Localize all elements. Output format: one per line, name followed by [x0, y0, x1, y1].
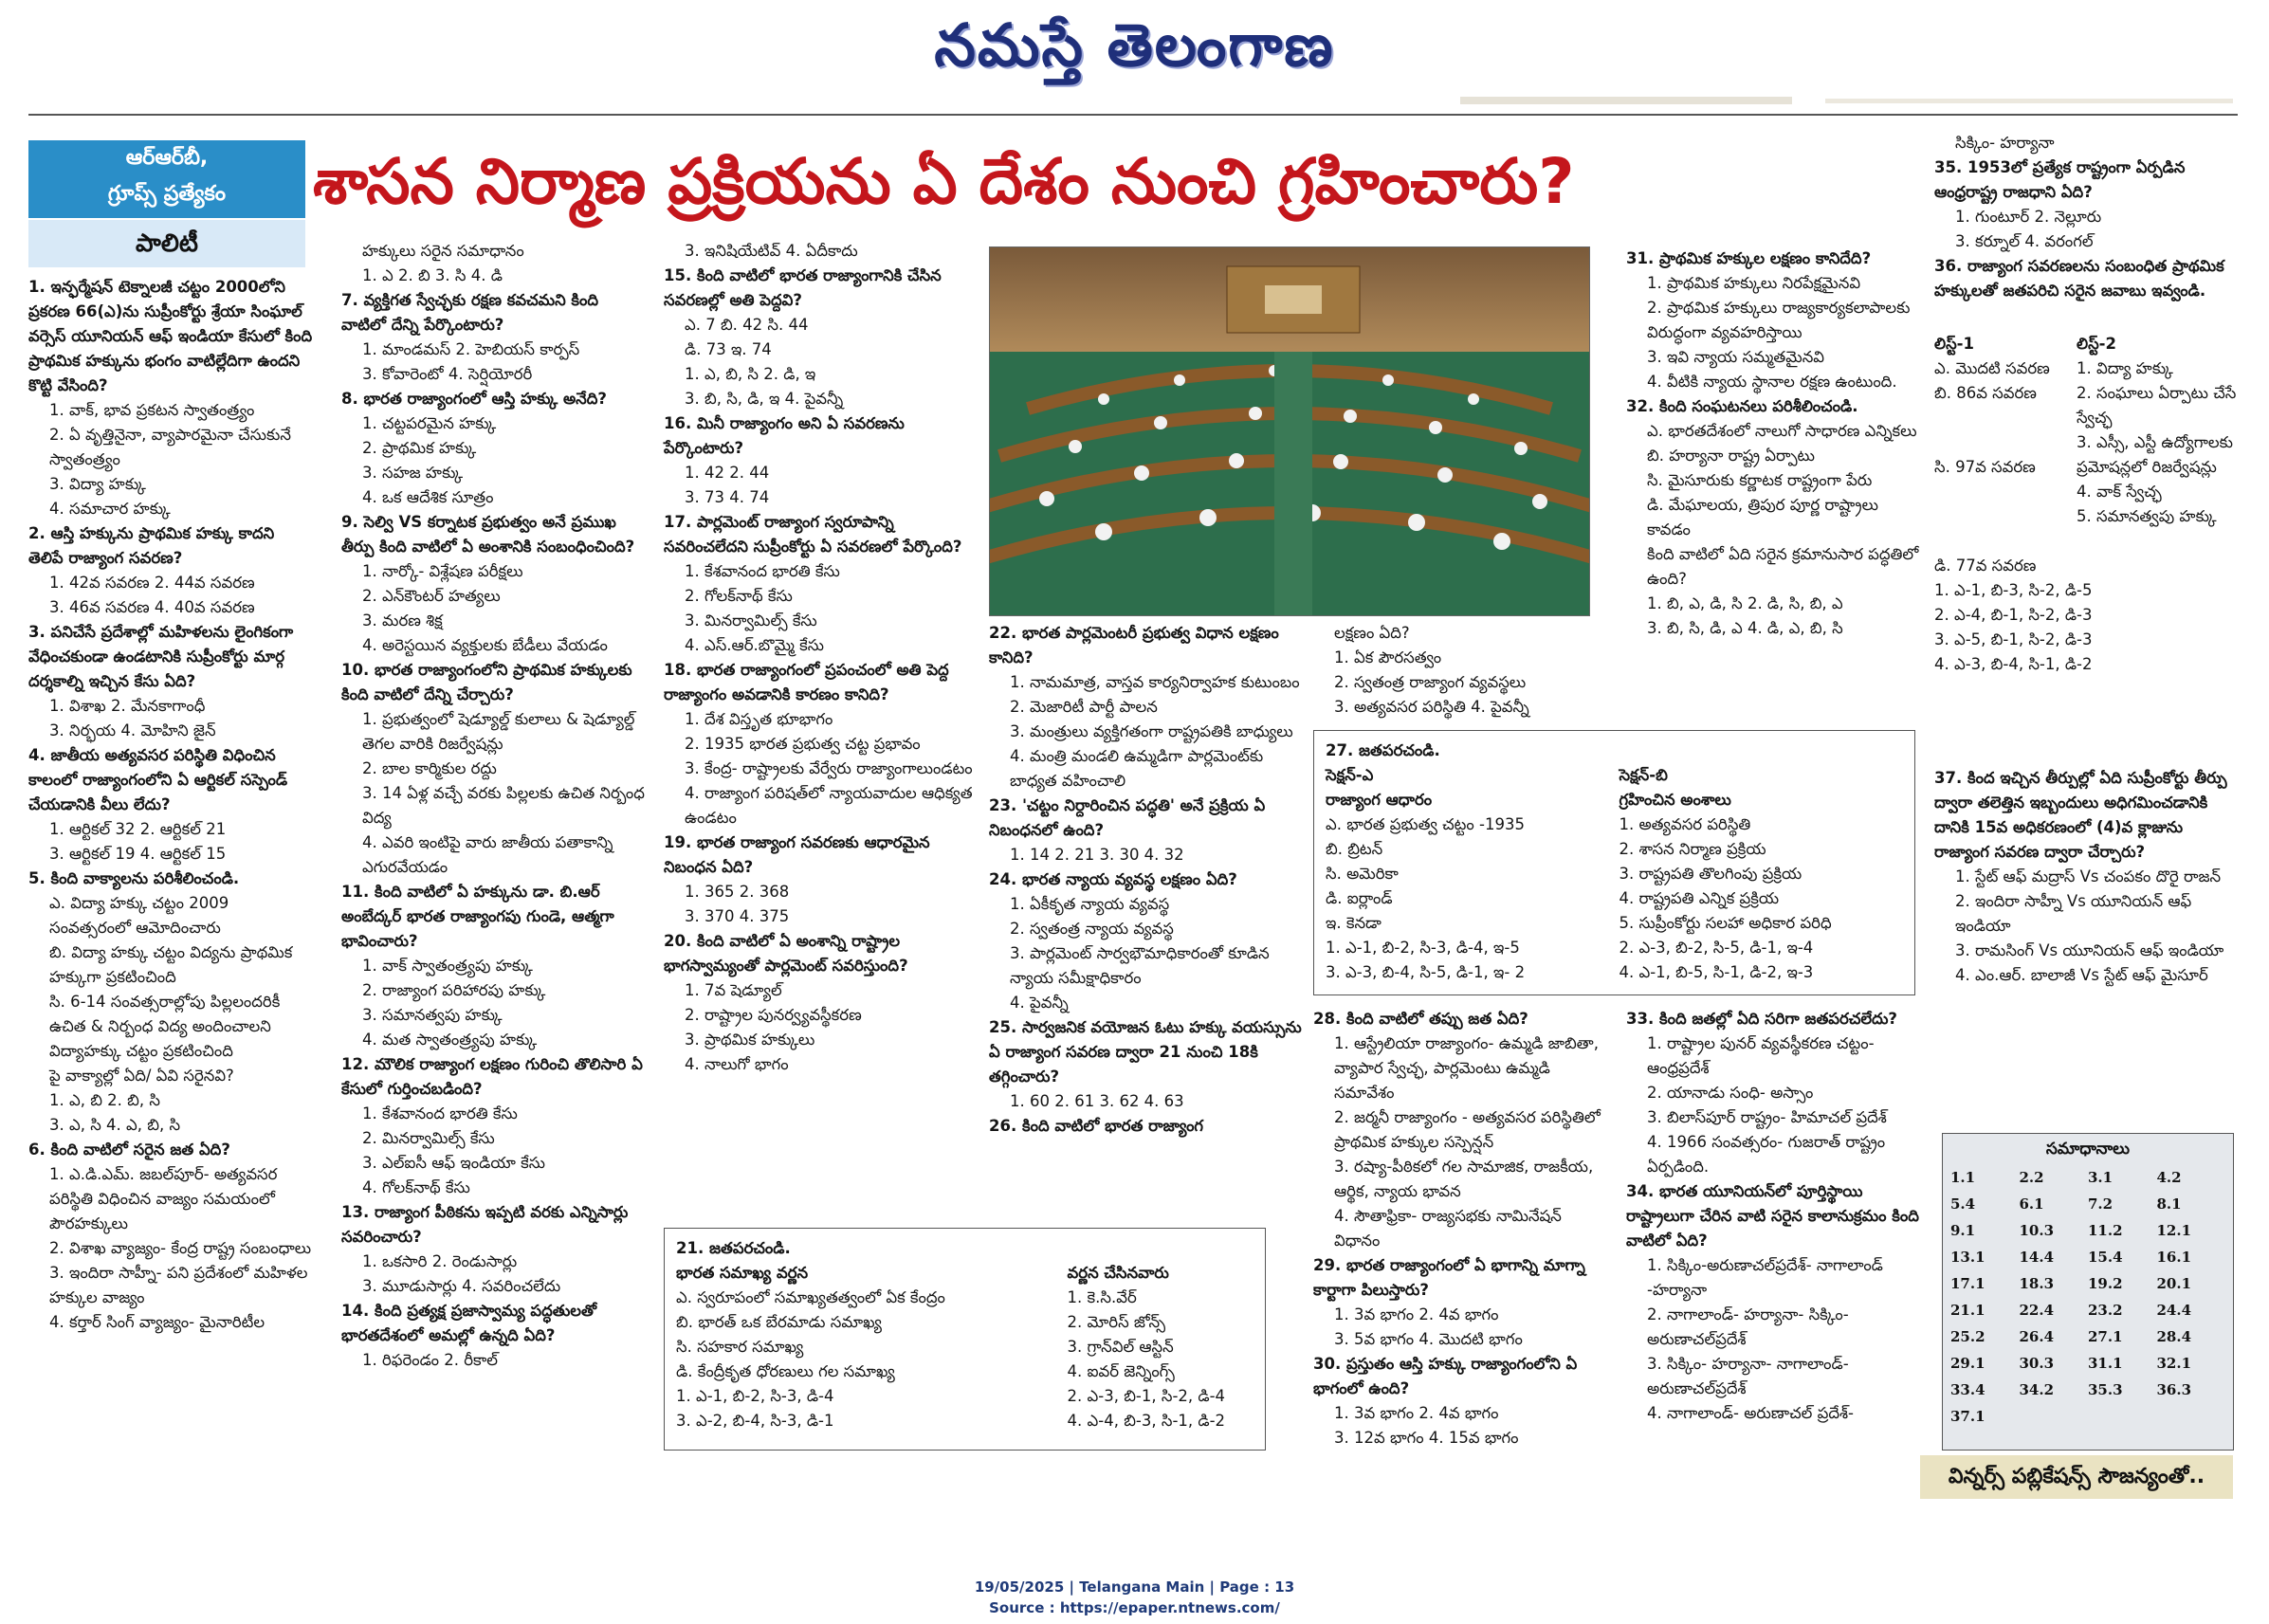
q27-left-subheader: రాజ్యాంగ ఆధారం	[1326, 791, 1433, 809]
answer-option: 1. దేశ విస్తృత భూభాగం	[685, 710, 833, 728]
answer-option: పై వాక్యాల్లో ఏది/ ఏవి సరైనవి?	[49, 1067, 234, 1085]
section-label-line2: గ్రూప్స్ ప్రత్యేకం	[107, 182, 227, 206]
answer-option: 3. 370 4. 375	[685, 907, 790, 925]
answer-option: 3. 14 ఏళ్ల వచ్చే వరకు పిల్లలకు ఉచిత నిర్బంధ విద్య	[362, 784, 645, 827]
q21-left-item: డి. కేంద్రీకృత ధోరణులు గల సమాఖ్య	[676, 1362, 895, 1380]
answer-option: 1. ప్రభుత్వంలో షెడ్యూల్డ్ కులాలు & షెడ్యూల్డ్ తెగల వారికి రిజర్వేషన్లు	[362, 710, 635, 753]
column-6-bottom	[1626, 1007, 1920, 1426]
answer-option: 4. సౌతాఫ్రికా- రాజ్యసభకు నామినేషన్ విధానం	[1334, 1207, 1562, 1250]
question-text: 4. జాతీయ అత్యవసర పరిస్థితి విధించిన కాలంలో రాజ్యాంగంలోని ఏ ఆర్టికల్ సస్పెండ్ చేయడానికి వీలు లేదు?	[28, 746, 288, 813]
answer-option: ఎ. భారతదేశంలో నాలుగో సాధారణ ఎన్నికలు	[1647, 422, 1917, 440]
answer-option: 1. మాండమస్ 2. హెబియస్ కార్పస్	[362, 340, 580, 358]
q27-left-item: డి. ఐర్లాండ్	[1326, 889, 1393, 907]
question-text: 18. భారత రాజ్యాంగంలో ప్రపంచంలో అతి పెద్ద రాజ్యాంగం అవడానికి కారణం కానిది?	[664, 661, 949, 703]
answer-option: 1. 3వ భాగం 2. 4వ భాగం	[1334, 1404, 1499, 1422]
answer-option: 1. ఆర్టికల్ 32 2. ఆర్టికల్ 21	[49, 820, 227, 838]
answer-option: 4. ఎం.ఆర్. బాలాజీ Vs స్టేట్ ఆఫ్ మైసూర్	[1955, 966, 2208, 984]
answer-option: 2. జర్మనీ రాజ్యాంగం - అత్యవసర పరిస్థితిలో ప్రాథమిక హక్కుల సస్పెన్షన్	[1334, 1108, 1601, 1151]
answer-option: 1. స్టేట్ ఆఫ్ మద్రాస్ Vs చంపకం దొరై రాజన్	[1955, 867, 2222, 885]
q27-right-item: 2. శాసన నిర్మాణ ప్రక్రియ	[1619, 840, 1766, 858]
answer-option: 2. రాజ్యాంగ పరిహారపు హక్కు	[362, 981, 546, 999]
answer-key-item: 9.1	[1950, 1222, 1976, 1239]
answer-key-item: 11.2	[2088, 1222, 2123, 1239]
q21-right-item: 3. గ్రాన్‌విల్ ఆస్టిన్	[1067, 1338, 1174, 1356]
answer-option: 1. ఏక పౌరసత్వం	[1334, 648, 1442, 666]
header-accent-rule	[1825, 99, 2233, 103]
answer-option: 1. కేశవానంద భారతి కేసు	[685, 562, 840, 580]
q21-left-header: భారత సమాఖ్య వర్ణన	[676, 1264, 809, 1282]
question-text: 11. కింది వాటిలో ఏ హక్కును డా. బి.ఆర్ అంబేద్కర్ భారత రాజ్యాంగపు గుండె, ఆత్మగా భావించారు?	[341, 883, 614, 950]
answer-option: 3. సిక్కిం- హర్యానా- నాగాలాండ్-అరుణాచల్‌ప్రదేశ్	[1647, 1355, 1849, 1397]
q27-left-item: సి. అమెరికా	[1326, 865, 1399, 883]
answer-option: 4. కర్తార్ సింగ్ వ్యాజ్యం- మైనారిటీల	[49, 1313, 265, 1331]
answer-option: 3. ఇనిషియేటివ్ 4. ఏదీకాదు	[685, 242, 858, 260]
q27-right-item: 3. రాష్ట్రపతి తొలగింపు ప్రక్రియ	[1619, 865, 1802, 883]
answer-option: 1. ఎ, బి, సి 2. డి, ఇ	[685, 365, 816, 383]
answer-key-item: 19.2	[2088, 1275, 2123, 1292]
answer-option: 4. నాగాలాండ్- అరుణాచల్ ప్రదేశ్-	[1647, 1404, 1855, 1422]
answer-key-item: 36.3	[2156, 1381, 2192, 1398]
answer-option: 2. యానాడు సంధి- అస్సాం	[1647, 1084, 1814, 1102]
footer-source: Source : https://epaper.ntnews.com/	[989, 1599, 1280, 1616]
answer-option: 1. చట్టపరమైన హక్కు	[362, 414, 497, 432]
q21-option: 1. ఎ-1, బి-2, సి-3, డి-4	[676, 1387, 834, 1405]
answer-option: 4. ఎస్.ఆర్.బొమ్మై కేసు	[685, 636, 824, 654]
answer-option: 1. 42వ సవరణ 2. 44వ సవరణ	[49, 574, 255, 592]
q36-lists	[1934, 332, 2238, 677]
q36-list1-item: సి. 97వ సవరణ	[1934, 458, 2036, 476]
column-7-top	[1934, 131, 2238, 303]
q21-option: 2. ఎ-3, బి-1, సి-2, డి-4	[1067, 1387, 1226, 1405]
answer-option: 3. ఇవి న్యాయ సమ్మతమైనవి	[1647, 348, 1825, 366]
question-text: 17. పార్లమెంట్ రాజ్యాంగ స్వరూపాన్ని సవరించలేదని సుప్రీంకోర్టు ఏ సవరణలో పేర్కొంది?	[664, 513, 962, 556]
answer-option: 2. నాగాలాండ్- హర్యానా- సిక్కిం- అరుణాచల్‌ప్రదేశ్	[1647, 1305, 1849, 1348]
answer-key-grid	[1943, 1164, 2233, 1430]
answer-key-item: 13.1	[1950, 1249, 1985, 1266]
question-text: 29. భారత రాజ్యాంగంలో ఏ భాగాన్ని మాగ్నా కార్టాగా పిలుస్తారు?	[1313, 1256, 1585, 1299]
q27-right-subheader: గ్రహించిన అంశాలు	[1619, 791, 1731, 809]
answer-option: 1. ఆస్ట్రేలియా రాజ్యాంగం- ఉమ్మడి జాబితా, వ్యాపార స్వేచ్ఛ, పార్లమెంటు ఉమ్మడి సమావేశం	[1334, 1034, 1599, 1102]
answer-option: 3. సమానత్వపు హక్కు	[362, 1006, 503, 1024]
answer-option: 1. 60 2. 61 3. 62 4. 63	[1010, 1092, 1184, 1110]
answer-option: 3. 46వ సవరణ 4. 40వ సవరణ	[49, 598, 255, 616]
question-text: 32. కింది సంఘటనలు పరిశీలించండి.	[1626, 397, 1858, 415]
answer-option: 4. రాజ్యాంగ పరిషత్‌లో న్యాయవాదుల ఆధిక్యత ఉండటం	[685, 784, 973, 827]
q21-match-box	[664, 1228, 1266, 1451]
answer-option: 1. రాష్ట్రాల పునర్ వ్యవస్థీకరణ చట్టం- ఆంధ్రప్రదేశ్	[1647, 1034, 1875, 1077]
answer-option: 1. ఏకీకృత న్యాయ వ్యవస్థ	[1010, 895, 1170, 913]
answer-option: 2. ఎన్‌కౌంటర్ హత్యలు	[362, 587, 501, 605]
q36-list1-item: డి. 77వ సవరణ	[1934, 557, 2037, 575]
question-text: 37. కింద ఇచ్చిన తీర్పుల్లో ఏది సుప్రీంకోర్టు తీర్పు ద్వారా తలెత్తిన ఇబ్బందులు అధిగమించడానికి దానికి 15వ అధికరణంలో (4)వ క్లాజును రాజ్యాంగ సవరణ ద్వారా చేర్చారు?	[1934, 769, 2227, 861]
q36-list2-item: 5. సమానత్వపు హక్కు	[2077, 507, 2217, 525]
q21-title: 21. జతపరచండి.	[676, 1239, 791, 1257]
answer-option: 1. కేశవానంద భారతి కేసు	[362, 1104, 518, 1122]
answer-option: 1. 365 2. 368	[685, 883, 790, 901]
answer-option: ఎ. విద్యా హక్కు చట్టం 2009 సంవత్సరంలో ఆమోదించారు	[49, 894, 229, 937]
answer-option: 1. 7వ షెడ్యూల్	[685, 981, 782, 999]
q36-list2-header: లిస్ట్-2	[2077, 335, 2117, 353]
column-3	[664, 239, 977, 1077]
q27-left-item: బి. బ్రిటన్	[1326, 840, 1383, 858]
answer-option: 1. 3వ భాగం 2. 4వ భాగం	[1334, 1305, 1499, 1323]
answer-option: 1. 14 2. 21 3. 30 4. 32	[1010, 846, 1184, 864]
answer-option: 4. అరెస్టయిన వ్యక్తులకు బేడీలు వేయడం	[362, 636, 608, 654]
answer-option: 2. స్వతంత్ర రాజ్యాంగ వ్యవస్థలు	[1334, 673, 1527, 691]
question-text: 25. సార్వజనిక వయోజన ఓటు హక్కు వయస్సును ఏ రాజ్యాంగ సవరణ ద్వారా 21 నుంచి 18కి తగ్గించారు?	[989, 1018, 1302, 1086]
answer-key-item: 20.1	[2156, 1275, 2192, 1292]
answer-option: 3. ఎ, సి 4. ఎ, బి, సి	[49, 1116, 181, 1134]
q27-left-item: ఇ. కెనడా	[1326, 914, 1382, 932]
q27-right-item: 5. సుప్రీంకోర్టు సలహా అధికార పరిధి	[1619, 914, 1832, 932]
q21-option: 3. ఎ-2, బి-4, సి-3, డి-1	[676, 1412, 834, 1430]
answer-key-item: 21.1	[1950, 1302, 1985, 1319]
q21-left-item: బి. భారత్ ఒక బేరమాడు సమాఖ్య	[676, 1313, 882, 1331]
q27-left-header: సెక్షన్-ఎ	[1326, 766, 1374, 784]
q36-list1-header: లిస్ట్-1	[1934, 335, 1975, 353]
question-text: 9. సెల్వి VS కర్నాటక ప్రభుత్వం అనే ప్రముఖ తీర్పు కింది వాటిలో ఏ అంశానికి సంబంధించింది?	[341, 513, 635, 556]
answer-key-item: 15.4	[2088, 1249, 2123, 1266]
answer-option: 3. నిర్భయ 4. మోహిని జైన్	[49, 721, 216, 739]
answer-key-item: 10.3	[2019, 1222, 2055, 1239]
answer-option: 4. మంత్రి మండలి ఉమ్మడిగా పార్లమెంట్‌కు బాధ్యత వహించాలి	[1010, 747, 1264, 790]
header-accent-rule	[1460, 97, 1792, 104]
column-1	[28, 275, 313, 1335]
question-text: 28. కింది వాటిలో తప్పు జత ఏది?	[1313, 1010, 1528, 1028]
question-text: 7. వ్యక్తిగత స్వేచ్ఛకు రక్షణ కవచమని కింది వాటిలో దేన్ని పేర్కొంటారు?	[341, 291, 599, 334]
answer-key-box	[1942, 1133, 2234, 1451]
answer-option: లక్షణం ఏది?	[1334, 624, 1410, 642]
answer-option: 3. 5వ భాగం 4. మొదటి భాగం	[1334, 1330, 1523, 1348]
q21-right-header: వర్ణన చేసినవారు	[1067, 1264, 1169, 1282]
answer-option: 4. మత స్వాతంత్ర్యపు హక్కు	[362, 1031, 538, 1049]
q36-option: 3. ఎ-5, బి-1, సి-2, డి-3	[1934, 630, 2093, 648]
answer-option: 2. గోలక్‌నాథ్ కేసు	[685, 587, 793, 605]
answer-key-item: 18.3	[2019, 1275, 2055, 1292]
q36-option: 2. ఎ-4, బి-1, సి-2, డి-3	[1934, 606, 2093, 624]
q21-option: 4. ఎ-4, బి-3, సి-1, డి-2	[1067, 1412, 1226, 1430]
question-text: 3. పనిచేసే ప్రదేశాల్లో మహిళలను లైంగికంగా వేధించకుండా ఉండటానికి సుప్రీంకోర్టు మార్గ దర్శకాల్ని ఇచ్చిన కేసు ఏది?	[28, 623, 294, 690]
masthead	[0, 0, 2269, 104]
q27-title: 27. జతపరచండి.	[1326, 741, 1440, 759]
question-text: 12. మౌలిక రాజ్యాంగ లక్షణం గురించి తొలిసారి ఏ కేసులో గుర్తించబడింది?	[341, 1055, 643, 1098]
answer-option: డి. 73 ఇ. 74	[685, 340, 772, 358]
q36-option: 4. ఎ-3, బి-4, సి-1, డి-2	[1934, 655, 2093, 673]
q36-list2-item: 4. వాక్ స్వేచ్ఛ	[2077, 483, 2162, 501]
answer-option: 2. స్వతంత్ర న్యాయ వ్యవస్థ	[1010, 920, 1174, 938]
answer-option: 1. నార్కో- విశ్లేషణ పరీక్షలు	[362, 562, 523, 580]
answer-option: ఎ. 7 బి. 42 సి. 44	[685, 316, 809, 334]
answer-option: 3. మూడుసార్లు 4. సవరించలేదు	[362, 1277, 561, 1295]
answer-option: 2. మెజారిటీ పార్టీ పాలన	[1010, 698, 1158, 716]
question-text: 19. భారత రాజ్యాంగ సవరణకు ఆధారమైన నిబంధన ఏది?	[664, 833, 930, 876]
answer-key-item: 30.3	[2019, 1355, 2055, 1372]
answer-option: 3. బి, సి, డి, ఎ 4. డి, ఎ, బి, సి	[1647, 619, 1843, 637]
question-text: 15. కింది వాటిలో భారత రాజ్యాంగానికి చేసిన సవరణల్లో అతి పెద్దవి?	[664, 266, 942, 309]
answer-key-title: సమాధానాలు	[2045, 1140, 2131, 1159]
question-text: 26. కింది వాటిలో భారత రాజ్యాంగ	[989, 1117, 1204, 1135]
q27-right-item: 4. రాష్ట్రపతి ఎన్నిక ప్రక్రియ	[1619, 889, 1780, 907]
answer-key-item: 24.4	[2156, 1302, 2192, 1319]
subject-label: పాలిటీ	[28, 220, 305, 267]
answer-option: సి. 6-14 సంవత్సరాల్లోపు పిల్లలందరికీ ఉచిత & నిర్బంధ విద్య అందించాలని విద్యాహక్కు చట్టం ప్రకటించింది	[49, 993, 281, 1060]
answer-option: 2. రాష్ట్రాల పునర్వ్యవస్థీకరణ	[685, 1006, 862, 1024]
answer-option: 2. బాల కార్మికుల రద్దు	[362, 759, 497, 777]
question-text: 14. కింది ప్రత్యక్ష ప్రజాస్వామ్య పద్ధతులతో భారతదేశంలో అమల్లో ఉన్నది ఏది?	[341, 1302, 597, 1344]
question-text: 5. కింది వాక్యాలను పరిశీలించండి.	[28, 869, 240, 887]
q36-option: 1. ఎ-1, బి-3, సి-2, డి-5	[1934, 581, 2093, 599]
column-4	[989, 621, 1302, 1139]
answer-option: 3. సహజ హక్కు	[362, 464, 464, 482]
answer-key-item: 2.2	[2019, 1169, 2044, 1186]
answer-option: 3. కోవారెంటో 4. సెర్షియోరరీ	[362, 365, 533, 383]
q21-right-item: 4. ఐవర్ జెన్నింగ్స్	[1067, 1362, 1175, 1380]
answer-option: 3. బి, సి, డి, ఇ 4. పైవన్నీ	[685, 390, 844, 408]
answer-option: 3. రామసింగ్ Vs యూనియన్ ఆఫ్ ఇండియా	[1955, 941, 2224, 959]
q21-right-item: 1. కె.సి.వేర్	[1067, 1288, 1137, 1306]
answer-option: 2. ఇందిరా సాహ్నీ Vs యూనియన్ ఆఫ్ ఇండియా	[1955, 892, 2192, 935]
question-text: 34. భారత యూనియన్‌లో పూర్తిస్థాయి రాష్ట్రాలుగా చేరిన వాటి సరైన కాలానుక్రమం కింది వాటిలో ఏది?	[1626, 1182, 1919, 1250]
answer-key-item: 7.2	[2088, 1195, 2113, 1213]
q27-option: 3. ఎ-3, బి-4, సి-5, డి-1, ఇ- 2	[1326, 963, 1526, 981]
newspaper-title: నమస్తే తెలంగాణ	[934, 10, 1335, 80]
answer-option: 4. గోలక్‌నాథ్ కేసు	[362, 1178, 470, 1196]
answer-option: 2. ప్రాథమిక హక్కు	[362, 439, 477, 457]
footer-date-page: 19/05/2025 | Telangana Main | Page : 13	[974, 1578, 1295, 1596]
answer-option: 3. రష్యా-పీఠికలో గల సామాజిక, రాజకీయ, ఆర్థిక, న్యాయ భావన	[1334, 1158, 1594, 1200]
answer-option: 3. పార్లమెంట్ సార్వభౌమాధికారంతో కూడిన న్యాయ సమీక్షాధికారం	[1010, 944, 1270, 987]
answer-option: బి. హర్యానా రాష్ట్ర ఏర్పాటు	[1647, 447, 1815, 465]
answer-key-item: 28.4	[2156, 1328, 2192, 1345]
answer-key-item: 27.1	[2088, 1328, 2123, 1345]
q27-right-header: సెక్షన్-బి	[1619, 766, 1668, 784]
answer-option: 1. నామమాత్ర, వాస్తవ కార్యనిర్వాహక కుటుంబం	[1010, 673, 1300, 691]
q36-list1-item: ఎ. మొదటి సవరణ	[1934, 359, 2050, 377]
answer-option: 1. బి, ఎ, డి, సి 2. డి, సి, బి, ఎ	[1647, 594, 1843, 612]
q21-left-item: ఎ. స్వరూపంలో సమాఖ్యతత్వంలో ఏక కేంద్రం	[676, 1288, 945, 1306]
q27-option: 2. ఎ-3, బి-2, సి-5, డి-1, ఇ-4	[1619, 939, 1814, 957]
answer-option: 3. మంత్రులు వ్యక్తిగతంగా రాష్ట్రపతికి బాధ్యులు	[1010, 722, 1293, 740]
question-text: 30. ప్రస్తుతం ఆస్తి హక్కు రాజ్యాంగంలోని ఏ భాగంలో ఉంది?	[1313, 1355, 1578, 1397]
answer-option: 4. ఒక ఆదేశిక సూత్రం	[362, 488, 494, 506]
q36-list2-item: 1. విద్యా హక్కు	[2077, 359, 2173, 377]
question-text: 13. రాజ్యాంగ పీఠికను ఇప్పటి వరకు ఎన్నిసార్లు సవరించారు?	[341, 1203, 629, 1246]
answer-option: 1. గుంటూర్ 2. నెల్లూరు	[1955, 208, 2102, 226]
answer-option: 1. విశాఖ 2. మేనకాగాంధీ	[49, 697, 206, 715]
answer-option: 1. ఎ 2. బి 3. సి 4. డి	[362, 266, 503, 284]
answer-option: 3. కర్నూల్ 4. వరంగల్	[1955, 232, 2094, 250]
answer-option: 2. మినర్వామిల్స్ కేసు	[362, 1129, 495, 1147]
q36-list2-item: 3. ఎస్సీ, ఎస్టీ ఉద్యోగాలకు ప్రమోషన్లలో రిజర్వేషన్లు	[2077, 433, 2233, 476]
answer-option: 3. అత్యవసర పరిస్థితి 4. పైవన్నీ	[1334, 698, 1529, 716]
question-text: 10. భారత రాజ్యాంగంలోని ప్రాథమిక హక్కులకు కింది వాటిలో దేన్ని చేర్చారు?	[341, 661, 632, 703]
section-label	[28, 140, 305, 218]
answer-key-item: 3.1	[2088, 1169, 2113, 1186]
answer-option: 2. విశాఖ వ్యాజ్యం- కేంద్ర రాష్ట్ర సంబంధాలు	[49, 1239, 312, 1257]
column-2	[341, 239, 645, 1373]
answer-option: 1. సిక్కిం-అరుణాచల్‌ప్రదేశ్- నాగాలాండ్ -హర్యానా	[1647, 1256, 1883, 1299]
answer-key-item: 14.4	[2019, 1249, 2055, 1266]
article-headline: శాసన నిర్మాణ ప్రక్రియను ఏ దేశం నుంచి గ్రహించారు?	[313, 145, 1575, 218]
answer-option: 4. వీటికి న్యాయ స్థానాల రక్షణ ఉంటుంది.	[1647, 373, 1897, 391]
answer-option: 2. ఏ వృత్తినైనా, వ్యాపారమైనా చేసుకునే స్వాతంత్ర్యం	[49, 426, 291, 468]
answer-key-item: 33.4	[1950, 1381, 1985, 1398]
answer-option: 3. మినర్వామిల్స్ కేసు	[685, 611, 817, 630]
answer-option: 1. 42 2. 44	[685, 464, 770, 482]
answer-option: 1. ప్రాథమిక హక్కులు నిరపేక్షమైనవి	[1647, 274, 1861, 292]
answer-key-item: 4.2	[2156, 1169, 2182, 1186]
question-text: 20. కింది వాటిలో ఏ అంశాన్ని రాష్ట్రాల భాగస్వామ్యంతో పార్లమెంట్ సవరిస్తుంది?	[664, 932, 908, 975]
q36-list2-item: 2. సంఘాలు ఏర్పాటు చేసే స్వేచ్ఛ	[2077, 384, 2237, 427]
question-text: 31. ప్రాథమిక హక్కుల లక్షణం కానిదేది?	[1626, 249, 1872, 267]
answer-key-item: 35.3	[2088, 1381, 2123, 1398]
answer-option: 3. మరణ శిక్ష	[362, 611, 443, 630]
answer-option: 1. వాక్, భావ ప్రకటన స్వాతంత్ర్యం	[49, 401, 255, 419]
answer-option: 4. 1966 సంవత్సరం- గుజరాత్ రాష్ట్రం ఏర్పడింది.	[1647, 1133, 1886, 1176]
answer-key-item: 23.2	[2088, 1302, 2123, 1319]
column-6-top	[1626, 246, 1920, 641]
answer-option: 3. కేంద్ర- రాష్ట్రాలకు వేర్వేరు రాజ్యాంగాలుండటం	[685, 759, 973, 777]
q27-right-item: 1. అత్యవసర పరిస్థితి	[1619, 815, 1751, 833]
page-footer	[0, 1577, 2269, 1618]
assembly-hall-photo	[989, 246, 1590, 616]
answer-option: 3. ఇందిరా సాహ్నీ- పని ప్రదేశంలో మహిళల హక్కుల వాజ్యం	[49, 1264, 308, 1306]
column-7-bottom	[1934, 766, 2238, 988]
answer-key-item: 12.1	[2156, 1222, 2192, 1239]
answer-option: 1. ఒకసారి 2. రెండుసార్లు	[362, 1252, 518, 1270]
q21-left-item: సి. సహకార సమాఖ్య	[676, 1338, 804, 1356]
answer-option: 2. ప్రాథమిక హక్కులు రాజ్యకార్యకలాపాలకు విరుద్ధంగా వ్యవహరిస్తాయి	[1647, 299, 1911, 341]
answer-option: 3. ఎల్ఐసీ ఆఫ్ ఇండియా కేసు	[362, 1154, 545, 1172]
answer-option: 1. వాక్ స్వాతంత్ర్యపు హక్కు	[362, 957, 533, 975]
answer-key-item: 29.1	[1950, 1355, 1985, 1372]
question-text: 35. 1953లో ప్రత్యేక రాష్ట్రంగా ఏర్పడిన ఆంధ్రరాష్ట్ర రాజధాని ఏది?	[1934, 158, 2186, 201]
answer-key-item: 16.1	[2156, 1249, 2192, 1266]
answer-key-item: 8.1	[2156, 1195, 2182, 1213]
answer-option: 3. ఆర్టికల్ 19 4. ఆర్టికల్ 15	[49, 845, 227, 863]
answer-option: బి. విద్యా హక్కు చట్టం విద్యను ప్రాథమిక హక్కుగా ప్రకటించింది	[49, 943, 293, 986]
answer-option: 4. సమాచార హక్కు	[49, 500, 171, 518]
answer-key-item: 34.2	[2019, 1381, 2055, 1398]
question-text: 8. భారత రాజ్యాంగంలో ఆస్తి హక్కు అనేది?	[341, 390, 607, 408]
answer-key-item: 5.4	[1950, 1195, 1976, 1213]
answer-key-item: 1.1	[1950, 1169, 1976, 1186]
question-text: 6. కింది వాటిలో సరైన జత ఏది?	[28, 1140, 230, 1159]
q27-option: 1. ఎ-1, బి-2, సి-3, డి-4, ఇ-5	[1326, 939, 1520, 957]
answer-key-item: 22.4	[2019, 1302, 2055, 1319]
section-label-line1: ఆర్ఆర్‌బీ,	[125, 146, 209, 170]
question-text: 22. భారత పార్లమెంటరీ ప్రభుత్వ విధాన లక్షణం కానిది?	[989, 624, 1279, 666]
q27-match-box	[1313, 730, 1915, 995]
answer-option: డి. మేఘాలయ, త్రిపుర పూర్ణ రాష్ట్రాలు కావడం	[1647, 496, 1878, 538]
question-text: 24. భారత న్యాయ వ్యవస్థ లక్షణం ఏది?	[989, 870, 1237, 888]
q36-list1-item: బి. 86వ సవరణ	[1934, 384, 2037, 402]
q27-option: 4. ఎ-1, బి-5, సి-1, డి-2, ఇ-3	[1619, 963, 1814, 981]
answer-key-item: 32.1	[2156, 1355, 2192, 1372]
answer-option: 3. విద్యా హక్కు	[49, 475, 146, 493]
question-text: 36. రాజ్యాంగ సవరణలను సంబంధిత ప్రాథమిక హక్కులతో జతపరిచి సరైన జవాబు ఇవ్వండి.	[1934, 257, 2224, 300]
q27-left-item: ఎ. భారత ప్రభుత్వ చట్టం -1935	[1326, 815, 1525, 833]
answer-option: 1. ఎ.డి.ఎమ్. జబల్‌పూర్- అత్యవసర పరిస్థితి విధించిన వాజ్యం సమయంలో పౌరహక్కులు	[49, 1165, 278, 1232]
answer-option: సి. మైసూరుకు కర్ణాటక రాష్ట్రంగా పేరు	[1647, 471, 1873, 489]
answer-option: 3. బిలాస్‌పూర్ రాష్ట్రం- హిమాచల్ ప్రదేశ్	[1647, 1108, 1887, 1126]
publisher-credit: విన్నర్స్ పబ్లికేషన్స్ సౌజన్యంతో..	[1920, 1455, 2233, 1499]
header-divider	[28, 114, 2238, 116]
answer-key-item: 25.2	[1950, 1328, 1985, 1345]
question-text: 16. మినీ రాజ్యాంగం అని ఏ సవరణను పేర్కొంటారు?	[664, 414, 905, 457]
answer-option: 3. 12వ భాగం 4. 15వ భాగం	[1334, 1429, 1519, 1447]
assembly-hall-illustration	[990, 247, 1589, 615]
answer-option: 1. ఎ, బి 2. బి, సి	[49, 1091, 160, 1109]
answer-key-item: 26.4	[2019, 1328, 2055, 1345]
answer-option: 4. పైవన్నీ	[1010, 994, 1069, 1012]
answer-option: 3. ప్రాథమిక హక్కులు	[685, 1031, 815, 1049]
answer-option: కింది వాటిలో ఏది సరైన క్రమానుసార పద్ధతిలో ఉంది?	[1647, 545, 1919, 588]
answer-key-item: 31.1	[2088, 1355, 2123, 1372]
answer-option: 3. 73 4. 74	[685, 488, 770, 506]
answer-option: సిక్కిం- హర్యానా	[1955, 134, 2055, 152]
answer-option: హక్కులు సరైన సమాధానం	[362, 242, 524, 260]
column-5-top	[1313, 621, 1598, 720]
q21-right-item: 2. మోరిస్ జోన్స్	[1067, 1313, 1166, 1331]
answer-key-item: 6.1	[2019, 1195, 2044, 1213]
answer-key-item: 17.1	[1950, 1275, 1985, 1292]
question-text: 1. ఇన్ఫర్మేషన్ టెక్నాలజీ చట్టం 2000లోని ప్రకరణ 66(ఎ)ను సుప్రీంకోర్టు శ్రేయా సింఘాల్ వర్సెస్ యూనియన్ ఆఫ్ ఇండియా కేసులో కింది ప్రాథమిక హక్కును భంగం వాటిల్లేదిగా ఉందని కొట్టి వేసింది?	[28, 278, 313, 394]
question-text: 33. కింది జతల్లో ఏది సరిగా జతపరచలేదు?	[1626, 1010, 1897, 1028]
answer-option: 1. రిఫరెండం 2. రీకాల్	[362, 1351, 499, 1369]
answer-option: 2. 1935 భారత ప్రభుత్వ చట్ట ప్రభావం	[685, 735, 921, 753]
column-5-bottom	[1313, 1007, 1607, 1451]
question-text: 23. 'చట్టం నిర్దారించిన పద్ధతి' అనే ప్రక్రియ ఏ నిబంధనలో ఉంది?	[989, 796, 1266, 839]
answer-key-item: 37.1	[1950, 1408, 1985, 1425]
answer-option: 4. ఎవరి ఇంటిపై వారు జాతీయ పతాకాన్ని ఎగురవేయడం	[362, 833, 613, 876]
question-text: 2. ఆస్తి హక్కును ప్రాథమిక హక్కు కాదని తెలిపే రాజ్యాంగ సవరణ?	[28, 524, 275, 567]
answer-option: 4. నాలుగో భాగం	[685, 1055, 789, 1073]
